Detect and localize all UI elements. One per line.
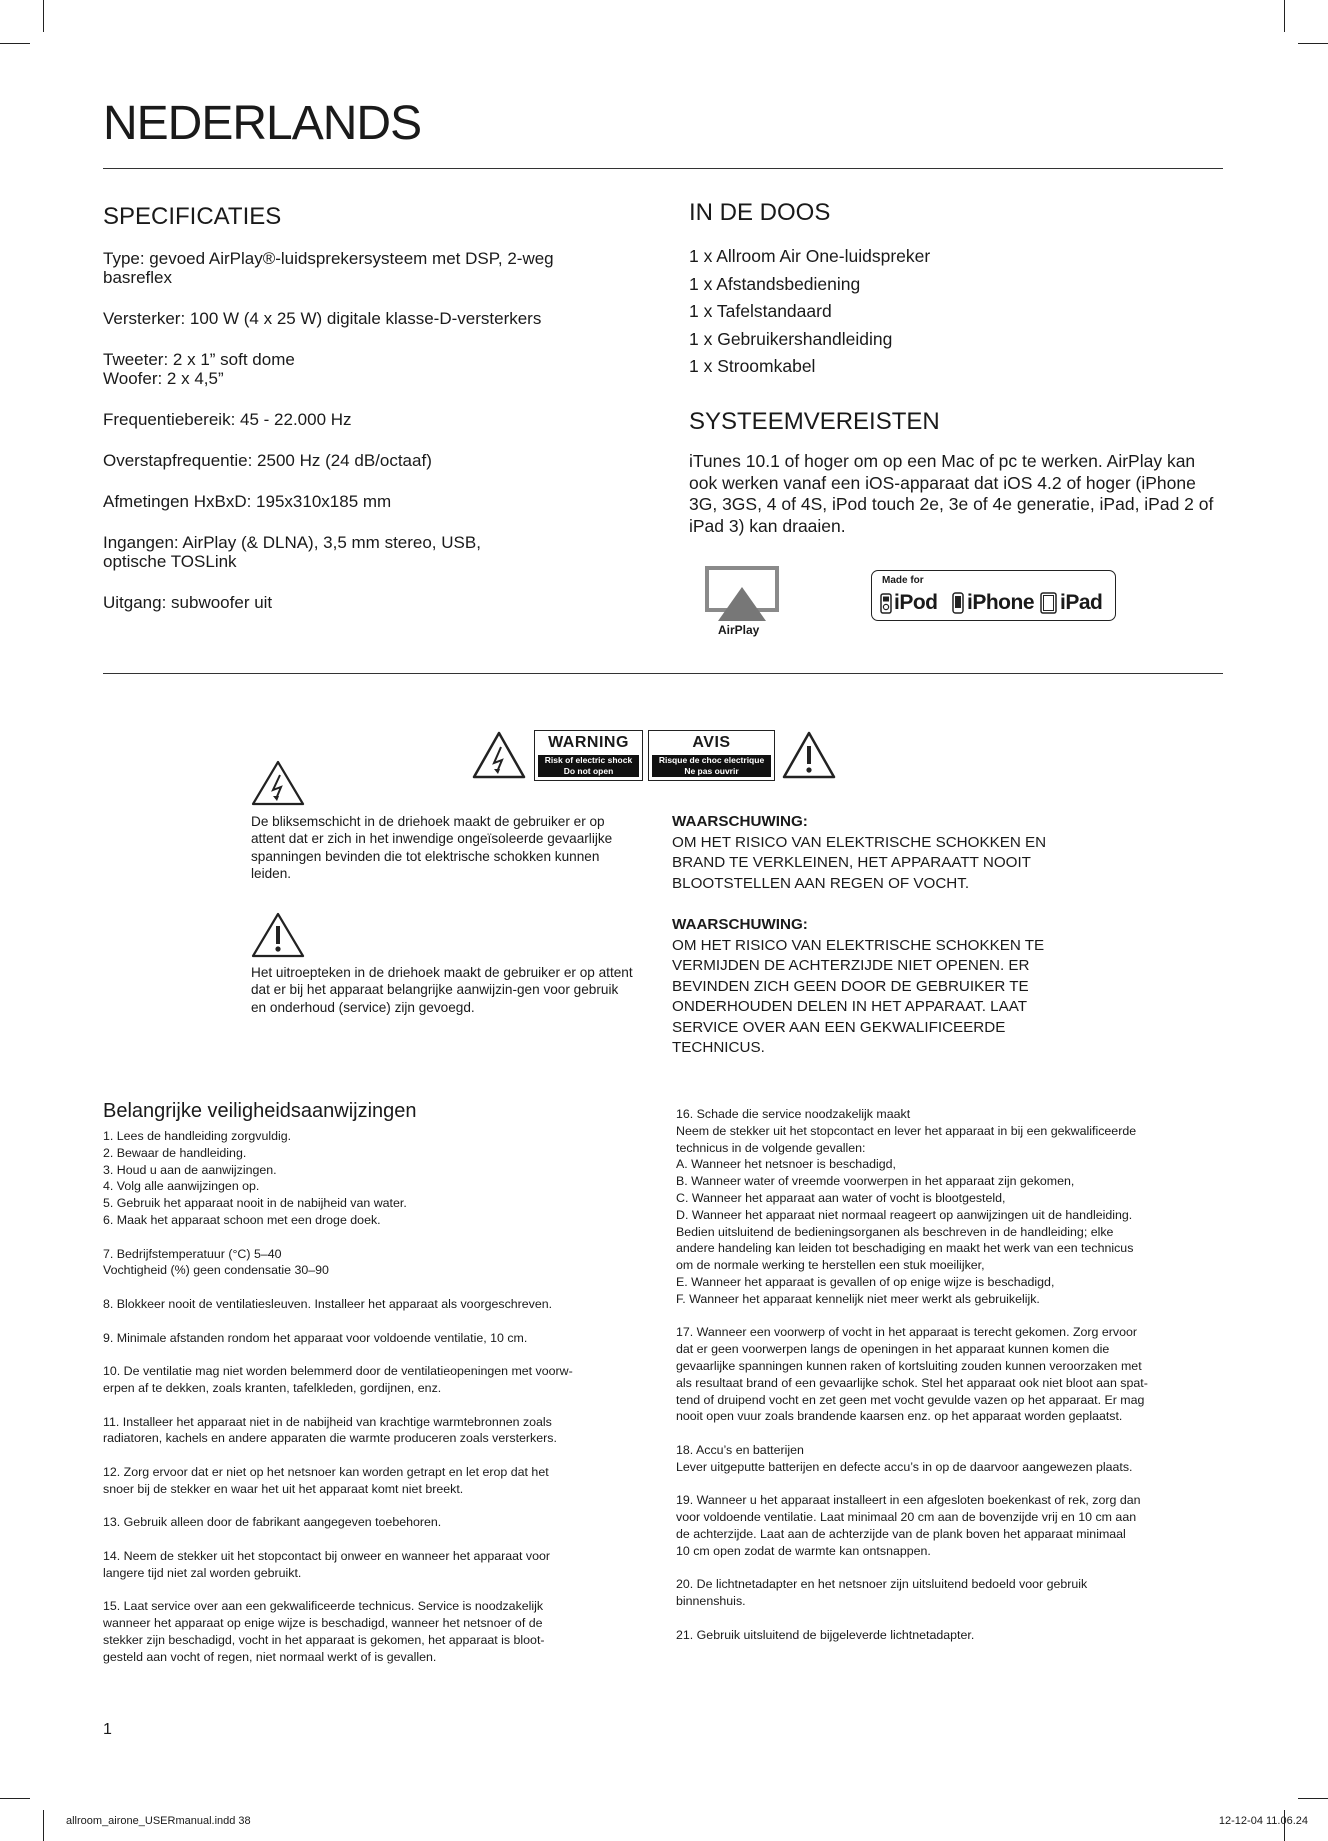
safety-item: 7. Bedrijfstemperatuur (°C) 5–40 Vochtigheid (%) geen condensatie 30–90	[103, 1246, 329, 1278]
box-heading: IN DE DOOS	[689, 199, 831, 226]
divider	[103, 673, 1223, 674]
page-number: 1	[103, 1721, 112, 1738]
warning-label-line: Do not open	[563, 766, 614, 776]
avis-label-line: Risque de choc electrique	[658, 755, 765, 765]
spec-drivers	[103, 350, 613, 388]
avis-label-line: Ne pas ouvrir	[684, 766, 739, 776]
airplay-logo	[703, 565, 781, 641]
spec-dimensions: Afmetingen HxBxD: 195x310x185 mm	[103, 492, 392, 511]
spec-crossover: Overstapfrequentie: 2500 Hz (24 dB/octaaf)	[103, 451, 432, 470]
ipod-label: iPod	[894, 591, 938, 614]
warning-label-text	[538, 755, 639, 777]
warning-label	[534, 730, 643, 781]
crop-mark	[1298, 1798, 1328, 1799]
safety-item: 13. Gebruik alleen door de fabrikant aangegeven toebehoren.	[103, 1515, 442, 1530]
crop-mark	[0, 43, 30, 44]
safety-list-right	[676, 1106, 1236, 1644]
exclamation-triangle-icon	[251, 912, 305, 958]
warning-text: OM HET RISICO VAN ELEKTRISCHE SCHOKKEN TE VERMIJDEN DE ACHTERZIJDE NIET OPENEN. ER BEVINDEN ZICH GEEN DOOR DE GEBRUIKER TE ONDERHOUDEN DELEN IN HET APPARAAT. LAAT SERVICE OVER AAN EEN GEKWALIFICEERDE TECHNICUS.	[672, 936, 1045, 1056]
warning-label-title: WARNING	[548, 734, 629, 751]
crop-mark	[43, 1810, 44, 1841]
footer-timestamp: 12-12-04 11.06.24	[1218, 1815, 1308, 1827]
spec-frequency: Frequentiebereik: 45 - 22.000 Hz	[103, 410, 352, 429]
ipod-icon	[880, 593, 892, 614]
safety-heading: Belangrijke veiligheidsaanwijzingen	[103, 1100, 417, 1122]
box-item: 1 x Allroom Air One-luidspreker	[689, 246, 931, 266]
box-item: 1 x Tafelstandaard	[689, 301, 832, 321]
safety-item: 19. Wanneer u het apparaat installeert in een afgesloten boekenkast of rek, zorg dan voor voldoende ventilatie. Laat minimaal 20 cm aan de bovenzijde vrij en 10 cm aan de achterzijde. Laat aan de achterzijde van de plank boven het apparaat minimaal 10 cm open zodat de warmte kan ontsnappen.	[676, 1493, 1141, 1558]
lightning-triangle-icon	[251, 760, 305, 806]
safety-list-left	[103, 1128, 663, 1666]
avis-label	[648, 730, 775, 781]
warning-block-1	[672, 812, 1052, 894]
crop-mark	[1298, 43, 1328, 44]
page-title: NEDERLANDS	[103, 97, 422, 150]
box-item: 1 x Gebruikershandleiding	[689, 328, 893, 349]
warning-title: WAARSCHUWING:	[672, 916, 808, 933]
safety-item: 16. Schade die service noodzakelijk maakt Neem de stekker uit het stopcontact en lever het apparaat in bij een gekwalificeerde technicus in de volgende gevallen: A. Wanneer het netsnoer is beschadigd, B. Wanneer water of vreemde voorwerpen in het apparaat zijn gekomen, C. Wanneer het apparaat aan water of vocht is blootgesteld, D. Wanneer het apparaat niet normaal reageert op aanwijzingen uit de handleiding. Bedien uitsluitend de bedieningsorganen als beschreven in de handleiding; elke andere handeling kan leiden tot beschadiging en maakt het werk van een technicus om de normale werking te herstellen een stuk moeilijker, E. Wanneer het apparaat is gevallen of op enige wijze is beschadigd, F. Wanneer het apparaat kennelijk niet meer werkt als gebruikelijk.	[676, 1107, 1137, 1306]
spec-woofer: Woofer: 2 x 4,5”	[103, 369, 224, 388]
spec-type: Type: gevoed AirPlay®-luidsprekersysteem met DSP, 2-weg basreflex	[103, 249, 554, 287]
crop-mark	[0, 1798, 30, 1799]
safety-item: 21. Gebruik uitsluitend de bijgeleverde lichtnetadapter.	[676, 1627, 975, 1642]
exclamation-triangle-icon	[782, 731, 836, 779]
lightning-explanation: De bliksemschicht in de driehoek maakt de gebruiker er op attent dat er zich in het inwendige ongeïsoleerde gevaarlijke spanningen bevinden die tot elektrische schokken kunnen leiden.	[251, 814, 613, 882]
safety-item: 20. De lichtnetadapter en het netsnoer zijn uitsluitend bedoeld voor gebruik binnenshuis.	[676, 1577, 1088, 1609]
warning-label-line: Risk of electric shock	[544, 755, 633, 765]
safety-item: 1. Lees de handleiding zorgvuldig. 2. Bewaar de handleiding. 3. Houd u aan de aanwijzingen. 4. Volg alle aanwijzingen op. 5. Gebruik het apparaat nooit in de nabijheid van water. 6. Maak het apparaat schoon met een droge doek.	[103, 1129, 407, 1227]
specs-list	[103, 249, 613, 634]
safety-item: 18. Accu’s en batterijen Lever uitgeputte batterijen en defecte accu’s in op de daarvoor aangewezen plaats.	[676, 1442, 1133, 1474]
safety-item: 12. Zorg ervoor dat er niet op het netsnoer kan worden getrapt en let erop dat het snoer bij de stekker en waar het uit het apparaat komt niet breekt.	[103, 1464, 549, 1496]
lightning-triangle-icon	[472, 731, 526, 779]
safety-item: 8. Blokkeer nooit de ventilatiesleuven. Installeer het apparaat als voorgeschreven.	[103, 1296, 553, 1311]
iphone-label: iPhone	[967, 591, 1035, 614]
airplay-icon	[703, 565, 781, 623]
warning-block-2	[672, 915, 1052, 1059]
specs-heading: SPECIFICATIES	[103, 203, 282, 230]
avis-label-text	[652, 755, 771, 777]
made-for-badge	[871, 570, 1116, 621]
crop-mark	[43, 0, 44, 32]
safety-item: 9. Minimale afstanden rondom het apparaat voor voldoende ventilatie, 10 cm.	[103, 1330, 528, 1345]
box-list	[689, 243, 930, 381]
spec-inputs: Ingangen: AirPlay (& DLNA), 3,5 mm stereo, USB, optische TOSLink	[103, 533, 481, 571]
spec-tweeter: Tweeter: 2 x 1” soft dome	[103, 350, 295, 369]
box-item: 1 x Stroomkabel	[689, 356, 816, 376]
warning-text: OM HET RISICO VAN ELEKTRISCHE SCHOKKEN EN BRAND TE VERKLEINEN, HET APPARAATT NOOIT BLOOTSTELLEN AAN REGEN OF VOCHT.	[672, 833, 1047, 892]
ipad-label: iPad	[1060, 591, 1103, 614]
crop-mark	[1284, 0, 1285, 32]
safety-item: 14. Neem de stekker uit het stopcontact bij onweer en wanneer het apparaat voor langere tijd niet zal worden gebruikt.	[103, 1548, 551, 1580]
airplay-label: AirPlay	[718, 623, 760, 637]
safety-item: 11. Installeer het apparaat niet in de nabijheid van krachtige warmtebronnen zoals radiatoren, kachels en andere apparaten die warmte produceren zoals versterkers.	[103, 1414, 557, 1446]
ipad-icon	[1040, 592, 1057, 614]
made-for-label: Made for	[882, 575, 924, 586]
divider	[103, 168, 1223, 169]
footer-filename: allroom_airone_USERmanual.indd 38	[66, 1815, 251, 1827]
safety-item: 17. Wanneer een voorwerp of vocht in het apparaat is terecht gekomen. Zorg ervoor dat er geen voorwerpen langs de openingen in het apparaat kunnen komen die gevaarlijke spanningen kunnen raken of kortsluiting zouden kunnen veroorzaken met als resultaat brand of een gevaarlijke schok. Stel het apparaat ook niet bloot aan spat- tend of druipend vocht en zet geen met vocht gevulde vazen op het apparaat. Er mag nooit open vuur zoals brandende kaarsen enz. op het apparaat worden geplaatst.	[676, 1325, 1148, 1424]
box-item: 1 x Afstandsbediening	[689, 273, 861, 294]
exclamation-explanation: Het uitroepteken in de driehoek maakt de gebruiker er op attent dat er bij het apparaat belangrijke aanwijzin-gen voor gebruik en onderhoud (service) zijn gevoegd.	[251, 965, 633, 1015]
avis-label-title: AVIS	[692, 734, 731, 751]
iphone-icon	[952, 592, 964, 614]
spec-amplifier: Versterker: 100 W (4 x 25 W) digitale klasse-D-versterkers	[103, 309, 542, 328]
spec-output: Uitgang: subwoofer uit	[103, 593, 273, 612]
system-heading: SYSTEEMVEREISTEN	[689, 408, 940, 435]
safety-item: 10. De ventilatie mag niet worden belemmerd door de ventilatieopeningen met voorw- erpen af te dekken, zoals kranten, tafelkleden, gordijnen, enz.	[103, 1364, 573, 1395]
system-text: iTunes 10.1 of hoger om op een Mac of pc te werken. AirPlay kan ook werken vanaf een iOS-apparaat dat iOS 4.2 of hoger (iPhone 3G, 3GS, 4 of 4S, iPod touch 2e, 3e of 4e generatie, iPad, iPad 2 of iPad 3) kan draaien.	[689, 451, 1214, 537]
warning-title: WAARSCHUWING:	[672, 813, 808, 830]
safety-item: 15. Laat service over aan een gekwalificeerde technicus. Service is noodzakelijk wanneer het apparaat op enige wijze is beschadigd, wanneer het netsnoer of de stekker zijn beschadigd, vocht in het apparaat is gekomen, het apparaat is bloot- gesteld aan vocht of regen, niet normaal werkt of is gevallen.	[103, 1599, 545, 1664]
